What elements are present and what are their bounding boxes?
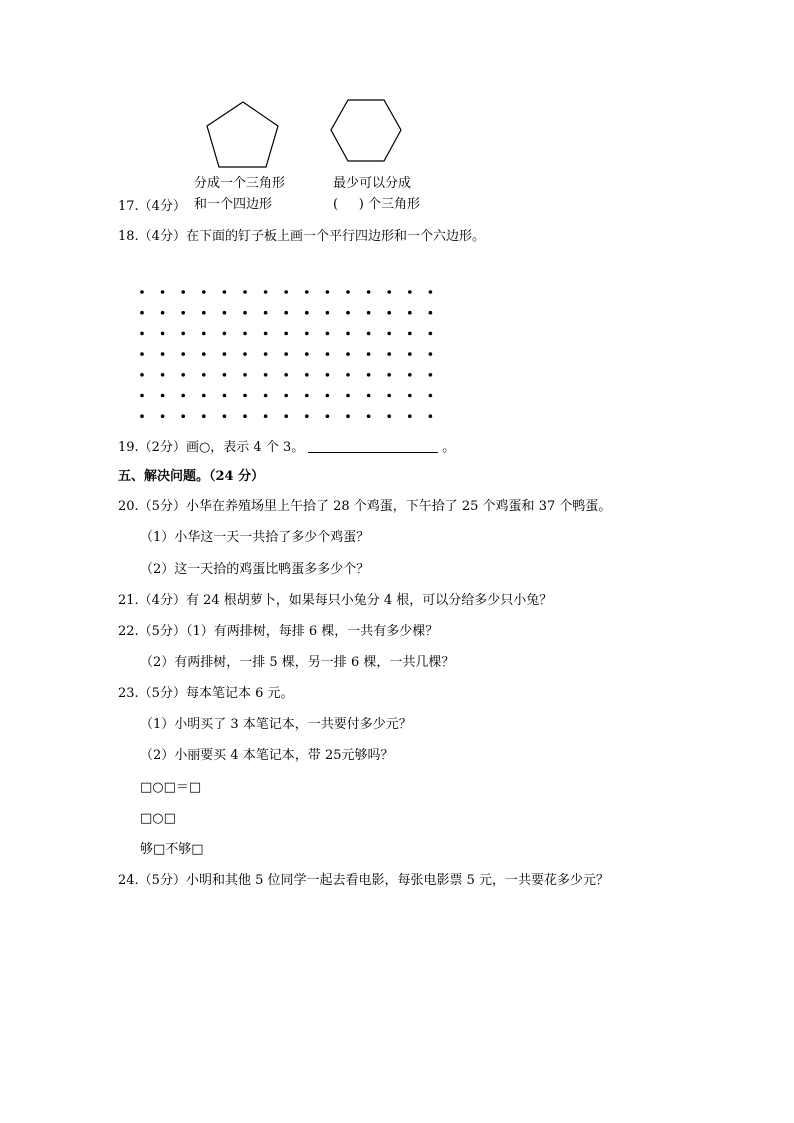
pentagon-shape: [207, 102, 278, 167]
nail-dot[interactable]: [429, 290, 433, 294]
nail-dot[interactable]: [161, 414, 165, 418]
nail-dot[interactable]: [367, 290, 371, 294]
nail-dot[interactable]: [305, 311, 309, 315]
q17-label: 17.（4分）: [118, 199, 186, 214]
nail-dot[interactable]: [243, 373, 247, 377]
nail-dot[interactable]: [408, 373, 412, 377]
q23-sub2: （2）小丽要买 4 本笔记本，带 25元够吗？: [140, 748, 394, 763]
nail-dot[interactable]: [223, 352, 227, 356]
nail-dot[interactable]: [181, 290, 185, 294]
nail-dot[interactable]: [367, 394, 371, 398]
nail-dot[interactable]: [387, 290, 391, 294]
nail-dot[interactable]: [346, 394, 350, 398]
nail-dot[interactable]: [140, 290, 144, 294]
hexagon-caption-2: ( ) 个三角形: [333, 197, 420, 212]
nail-dot[interactable]: [161, 290, 165, 294]
nail-dot[interactable]: [284, 290, 288, 294]
nail-dot[interactable]: [223, 332, 227, 336]
nail-dot[interactable]: [326, 394, 330, 398]
nail-dot[interactable]: [429, 332, 433, 336]
q24-text: 24.（5分）小明和其他 5 位同学一起去看电影，每张电影票 5 元，一共要花多少元？: [118, 873, 610, 888]
nail-dot[interactable]: [367, 311, 371, 315]
hexagon-caption-1: 最少可以分成: [333, 176, 412, 191]
nail-dot[interactable]: [305, 290, 309, 294]
nail-dot[interactable]: [326, 414, 330, 418]
nail-dot[interactable]: [161, 352, 165, 356]
nail-dot[interactable]: [181, 414, 185, 418]
nail-dot[interactable]: [326, 311, 330, 315]
hexagon-shape: [331, 100, 401, 161]
nail-dot[interactable]: [346, 332, 350, 336]
nail-dot[interactable]: [243, 414, 247, 418]
q18-text: 18.（4分）在下面的钉子板上画一个平行四边形和一个六边形。: [118, 229, 485, 244]
nail-dot[interactable]: [408, 352, 412, 356]
nail-dot[interactable]: [264, 290, 268, 294]
nail-dot[interactable]: [140, 332, 144, 336]
nail-dot[interactable]: [284, 332, 288, 336]
nail-dot[interactable]: [346, 311, 350, 315]
nail-dot[interactable]: [202, 332, 206, 336]
nail-dot[interactable]: [181, 352, 185, 356]
nail-dot[interactable]: [305, 394, 309, 398]
nail-dot[interactable]: [264, 332, 268, 336]
nail-dot[interactable]: [429, 373, 433, 377]
q22-text: 22.（5分）（1）有两排树，每排 6 棵，一共有多少棵？: [118, 624, 439, 639]
nail-dot[interactable]: [408, 394, 412, 398]
nail-dot[interactable]: [264, 414, 268, 418]
nail-dot[interactable]: [202, 352, 206, 356]
q20-sub1: （1）小华这一天一共拾了多少个鸡蛋？: [140, 530, 370, 545]
nail-dot[interactable]: [223, 414, 227, 418]
nail-dot[interactable]: [161, 394, 165, 398]
q22-sub2: （2）有两排树，一排 5 棵，另一排 6 棵，一共几棵？: [140, 655, 455, 670]
nail-dot[interactable]: [161, 311, 165, 315]
nail-dot[interactable]: [367, 414, 371, 418]
nail-dot[interactable]: [387, 414, 391, 418]
nail-dot[interactable]: [367, 373, 371, 377]
nail-dot[interactable]: [264, 311, 268, 315]
nail-dot[interactable]: [387, 373, 391, 377]
nail-dot[interactable]: [202, 394, 206, 398]
q23-text: 23.（5分）每本笔记本 6 元。: [118, 686, 294, 701]
nail-dot[interactable]: [181, 394, 185, 398]
nail-dot[interactable]: [264, 373, 268, 377]
nail-dot[interactable]: [367, 352, 371, 356]
q21-text: 21.（4分）有 24 根胡萝卜，如果每只小兔分 4 根，可以分给多少只小兔？: [118, 593, 553, 608]
nail-dot[interactable]: [223, 311, 227, 315]
nail-dot[interactable]: [367, 332, 371, 336]
q20-sub2: （2）这一天拾的鸡蛋比鸭蛋多多少个？: [140, 562, 370, 577]
q23-answer-line-2[interactable]: □○□: [140, 811, 176, 826]
nail-dot[interactable]: [346, 352, 350, 356]
nail-dot[interactable]: [326, 332, 330, 336]
nail-dot[interactable]: [161, 332, 165, 336]
nail-dot[interactable]: [429, 414, 433, 418]
nail-dot[interactable]: [326, 352, 330, 356]
nail-dot[interactable]: [408, 290, 412, 294]
nail-dot[interactable]: [346, 373, 350, 377]
nail-dot[interactable]: [284, 414, 288, 418]
nail-dot[interactable]: [284, 373, 288, 377]
nail-dot[interactable]: [243, 394, 247, 398]
nail-dot[interactable]: [161, 373, 165, 377]
nail-dot[interactable]: [346, 290, 350, 294]
nail-dot[interactable]: [140, 414, 144, 418]
pentagon-caption-1: 分成一个三角形: [194, 176, 286, 191]
nail-dot[interactable]: [429, 311, 433, 315]
section5-title: 五、解决问题。（24 分）: [118, 469, 265, 484]
nail-dot[interactable]: [202, 414, 206, 418]
nail-dot[interactable]: [305, 352, 309, 356]
nail-dot[interactable]: [140, 394, 144, 398]
nail-dot[interactable]: [408, 311, 412, 315]
q23-answer-line-3[interactable]: 够□不够□: [140, 842, 204, 857]
q23-answer-line-1[interactable]: □○□＝□: [140, 780, 202, 795]
nail-dot[interactable]: [140, 311, 144, 315]
nail-dot[interactable]: [243, 352, 247, 356]
nail-dot[interactable]: [202, 311, 206, 315]
q19-text: 19.（2分）画○，表示 4 个 3。: [118, 440, 305, 455]
nail-dot[interactable]: [387, 352, 391, 356]
nail-dot[interactable]: [346, 414, 350, 418]
nail-dot[interactable]: [243, 332, 247, 336]
nail-dot[interactable]: [305, 332, 309, 336]
nail-dot[interactable]: [202, 373, 206, 377]
nail-dot[interactable]: [202, 290, 206, 294]
nail-dot[interactable]: [140, 373, 144, 377]
nail-dot[interactable]: [264, 394, 268, 398]
nail-dot[interactable]: [408, 414, 412, 418]
nail-dot[interactable]: [305, 414, 309, 418]
nail-dot[interactable]: [181, 311, 185, 315]
nail-dot[interactable]: [223, 394, 227, 398]
q19-answer-blank[interactable]: [308, 439, 438, 453]
nail-dot[interactable]: [284, 394, 288, 398]
nail-dot[interactable]: [140, 352, 144, 356]
q19-line: [118, 439, 455, 456]
nail-board[interactable]: [130, 282, 440, 432]
q23-sub1: （1）小明买了 3 本笔记本，一共要付多少元？: [140, 717, 412, 732]
q20-text: 20.（5分）小华在养殖场里上午拾了 28 个鸡蛋，下午拾了 25 个鸡蛋和 37 个鸭蛋。: [118, 499, 612, 514]
nail-dot[interactable]: [408, 332, 412, 336]
nail-dot[interactable]: [284, 311, 288, 315]
nail-dot[interactable]: [223, 373, 227, 377]
nail-dot[interactable]: [243, 311, 247, 315]
nail-dot[interactable]: [326, 290, 330, 294]
nail-dot[interactable]: [181, 373, 185, 377]
nail-dot[interactable]: [305, 373, 309, 377]
nail-dot[interactable]: [387, 394, 391, 398]
nail-dot[interactable]: [387, 311, 391, 315]
pentagon-caption-2: 和一个四边形: [194, 197, 273, 212]
nail-dot[interactable]: [326, 373, 330, 377]
nail-dot[interactable]: [429, 352, 433, 356]
q19-end: 。: [442, 440, 456, 455]
nail-dot[interactable]: [264, 352, 268, 356]
nail-dot[interactable]: [284, 352, 288, 356]
nail-dot[interactable]: [223, 290, 227, 294]
nail-dot[interactable]: [429, 394, 433, 398]
nail-dot[interactable]: [387, 332, 391, 336]
nail-dot[interactable]: [181, 332, 185, 336]
nail-dot[interactable]: [243, 290, 247, 294]
